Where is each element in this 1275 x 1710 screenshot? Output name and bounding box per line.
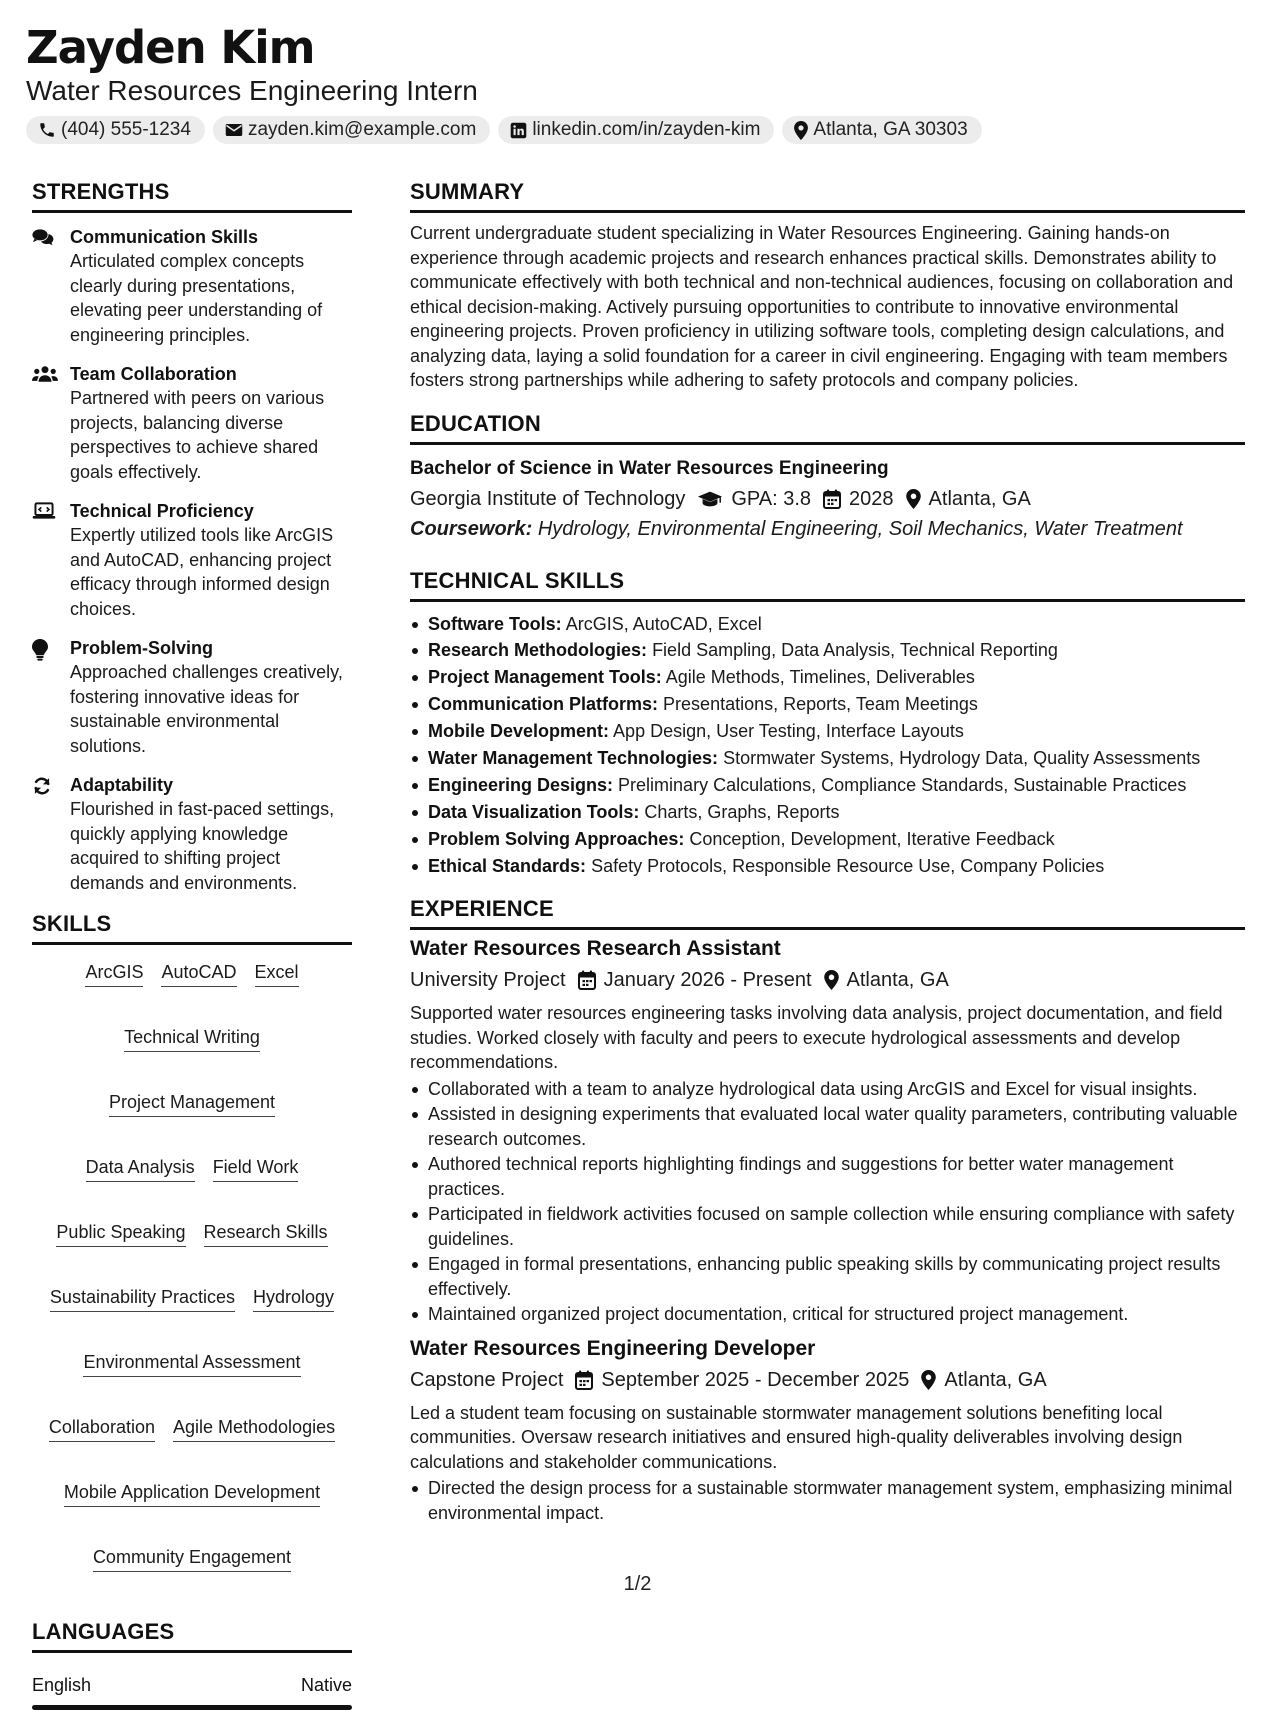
skill-tag: Community Engagement xyxy=(93,1545,291,1572)
skill-label: Problem Solving Approaches: xyxy=(428,828,685,849)
job-dates: September 2025 - December 2025 xyxy=(601,1368,910,1391)
calendar-icon xyxy=(823,489,841,509)
job-bullets xyxy=(410,1476,1245,1525)
contact-location-text: Atlanta, GA 30303 xyxy=(813,119,968,140)
skill-tag: Hydrology xyxy=(253,1285,334,1312)
experience-section xyxy=(410,895,1245,1525)
skill-value: Safety Protocols, Responsible Resource Use, Company Policies xyxy=(591,855,1105,876)
skill-value: Preliminary Calculations, Compliance Standards, Sustainable Practices xyxy=(618,774,1187,795)
list-item xyxy=(410,773,1245,798)
location-pin-icon xyxy=(824,970,839,990)
skill-value: Presentations, Reports, Team Meetings xyxy=(663,694,978,715)
languages-section xyxy=(32,1618,352,1710)
technical-skills-section xyxy=(410,567,1245,879)
skill-value: Stormwater Systems, Hydrology Data, Quality Assessments xyxy=(723,747,1201,768)
job-location: Atlanta, GA xyxy=(944,1368,1047,1391)
skill-tag: Sustainability Practices xyxy=(50,1285,235,1312)
list-item: Maintained organized project documentation, critical for structured project management. xyxy=(410,1302,1245,1327)
job-dates: January 2026 - Present xyxy=(603,969,812,992)
list-item xyxy=(410,854,1245,879)
skill-label: Communication Platforms: xyxy=(428,694,659,715)
skill-tag: Research Skills xyxy=(204,1220,328,1247)
coursework-list: Hydrology, Environmental Engineering, Soil Mechanics, Water Treatment xyxy=(537,517,1183,540)
location-pin-icon xyxy=(906,489,921,509)
strength-desc: Approached challenges creatively, fostering innovative ideas for sustainable environmental solutions. xyxy=(70,662,343,756)
skill-label: Project Management Tools: xyxy=(428,667,662,688)
contact-linkedin-text: linkedin.com/in/zayden-kim xyxy=(532,119,761,140)
languages-title: LANGUAGES xyxy=(32,1618,352,1653)
contact-linkedin[interactable] xyxy=(498,116,774,144)
list-item: Participated in fieldwork activities focused on sample collection while ensuring compliance with safety guidelines. xyxy=(410,1202,1245,1251)
right-column xyxy=(410,178,1245,1526)
language-proficiency-bar xyxy=(32,1705,352,1710)
job-description: Supported water resources engineering tasks involving data analysis, project documentation, and field studies. Worked closely with faculty and peers to execute hydrological assessments and develop recommendations. xyxy=(410,1003,1223,1073)
candidate-name: Zayden Kim xyxy=(26,21,315,74)
strength-item xyxy=(32,636,352,758)
job-meta xyxy=(410,1365,1245,1395)
summary-text: Current undergraduate student specializing in Water Resources Engineering. Gaining hands-on experience through academic projects and research enhances practical skills. Demonstrates ability to communicate effectively with both technical and non-technical audiences, focusing on collaboration and ethical decision-making. Actively pursuing opportunities to contribute to innovative environmental engineering projects. Proven proficiency in utilizing software tools, completing design calculations, and analyzing data, laying a solid foundation for a career in civil engineering. Engaging with team members fosters strong partnerships while adhering to safety protocols and company policies. xyxy=(410,223,1234,390)
comments-icon xyxy=(32,228,54,246)
contact-location xyxy=(782,116,981,144)
contact-email[interactable] xyxy=(213,116,490,144)
list-item: Directed the design process for a sustainable stormwater management system, emphasizing minimal environmental impact. xyxy=(410,1476,1245,1525)
list-item xyxy=(410,612,1245,637)
skill-tag: ArcGIS xyxy=(85,960,143,987)
envelope-icon xyxy=(225,122,243,138)
candidate-role: Water Resources Engineering Intern xyxy=(26,75,478,106)
strength-desc: Expertly utilized tools like ArcGIS and AutoCAD, enhancing project efficacy through informed design choices. xyxy=(70,525,334,619)
strength-item xyxy=(32,499,352,621)
strength-desc: Partnered with peers on various projects, balancing diverse perspectives to achieve shared goals effectively. xyxy=(70,388,325,482)
skills-title: SKILLS xyxy=(32,910,352,945)
school-name: Georgia Institute of Technology xyxy=(410,487,686,510)
skill-tag: Data Analysis xyxy=(86,1155,195,1182)
skill-label: Engineering Designs: xyxy=(428,774,614,795)
list-item xyxy=(410,800,1245,825)
page-number: 1/2 xyxy=(623,1573,652,1595)
strength-desc: Flourished in fast-paced settings, quickly applying knowledge acquired to shifting project demands and environments. xyxy=(70,799,335,893)
coursework-label: Coursework: xyxy=(410,517,533,540)
contact-email-text: zayden.kim@example.com xyxy=(247,119,477,140)
strength-title: Communication Skills xyxy=(70,227,259,247)
list-item xyxy=(410,827,1245,852)
list-item xyxy=(410,746,1245,771)
graduation-year: 2028 xyxy=(849,487,894,510)
skill-value: Conception, Development, Iterative Feedback xyxy=(689,828,1055,849)
strengths-section xyxy=(32,178,352,895)
education-section xyxy=(410,410,1245,543)
job-org: Capstone Project xyxy=(410,1368,564,1391)
skill-tag: Mobile Application Development xyxy=(64,1480,320,1507)
strength-item xyxy=(32,225,352,347)
skill-tag: Technical Writing xyxy=(124,1025,260,1052)
strength-title: Team Collaboration xyxy=(70,364,237,384)
skill-tag: Excel xyxy=(255,960,299,987)
phone-icon xyxy=(38,121,56,139)
skill-tag: Agile Methodologies xyxy=(173,1415,335,1442)
job-title: Water Resources Research Assistant xyxy=(410,937,781,961)
job-bullets xyxy=(410,1077,1245,1327)
technical-skills-title: TECHNICAL SKILLS xyxy=(410,567,1245,602)
contact-phone-text: (404) 555-1234 xyxy=(61,119,191,140)
list-item: Assisted in designing experiments that evaluated local water quality parameters, contributing valuable research outcomes. xyxy=(410,1102,1245,1151)
education-title: EDUCATION xyxy=(410,410,1245,445)
summary-title: SUMMARY xyxy=(410,178,1245,213)
resume-header xyxy=(26,22,1246,144)
list-item: Authored technical reports highlighting findings and suggestions for better water management practices. xyxy=(410,1152,1245,1201)
education-meta xyxy=(410,484,1245,514)
job-entry xyxy=(410,1335,1245,1526)
contact-bar xyxy=(26,116,1246,144)
location-pin-icon xyxy=(921,1370,936,1390)
degree-title: Bachelor of Science in Water Resources Engineering xyxy=(410,457,889,479)
lightbulb-icon xyxy=(32,639,48,661)
left-column xyxy=(32,178,352,1710)
skill-label: Mobile Development: xyxy=(428,721,610,742)
strength-item xyxy=(32,773,352,895)
graduation-cap-icon xyxy=(697,490,723,508)
language-item xyxy=(32,1673,352,1705)
education-location: Atlanta, GA xyxy=(928,487,1031,510)
language-name: English xyxy=(32,1675,92,1695)
strength-title: Adaptability xyxy=(70,775,174,795)
skill-tag: Collaboration xyxy=(49,1415,155,1442)
skill-label: Software Tools: xyxy=(428,613,562,634)
job-location: Atlanta, GA xyxy=(846,969,949,992)
strength-title: Technical Proficiency xyxy=(70,501,254,521)
skill-tag: Project Management xyxy=(109,1090,275,1117)
linkedin-icon xyxy=(510,122,527,139)
strength-title: Problem-Solving xyxy=(70,638,214,658)
list-item xyxy=(410,638,1245,663)
gpa: GPA: 3.8 xyxy=(731,487,812,510)
list-item xyxy=(410,719,1245,744)
laptop-code-icon xyxy=(32,502,56,520)
strength-item xyxy=(32,362,352,484)
list-item xyxy=(410,665,1245,690)
language-level: Native xyxy=(300,1675,352,1695)
strengths-title: STRENGTHS xyxy=(32,178,352,213)
skill-tag: AutoCAD xyxy=(161,960,236,987)
job-meta xyxy=(410,965,1245,995)
skill-label: Data Visualization Tools: xyxy=(428,801,640,822)
experience-title: EXPERIENCE xyxy=(410,895,1245,930)
skill-label: Ethical Standards: xyxy=(428,855,587,876)
list-item: Collaborated with a team to analyze hydrological data using ArcGIS and Excel for visual insights. xyxy=(410,1077,1245,1102)
location-pin-icon xyxy=(794,121,808,140)
skill-value: ArcGIS, AutoCAD, Excel xyxy=(565,613,762,634)
skill-label: Water Management Technologies: xyxy=(428,747,719,768)
skill-value: Charts, Graphs, Reports xyxy=(644,801,840,822)
job-entry xyxy=(410,935,1245,1327)
skill-label: Research Methodologies: xyxy=(428,640,648,661)
skill-tag: Field Work xyxy=(213,1155,299,1182)
job-description: Led a student team focusing on sustainable stormwater management solutions benefiting local communities. Oversaw research initiatives and ensured high-quality deliverables involving design calculations and stakeholder communications. xyxy=(410,1402,1183,1472)
calendar-icon xyxy=(575,1370,593,1390)
users-icon xyxy=(32,365,58,383)
list-item xyxy=(410,692,1245,717)
contact-phone[interactable] xyxy=(26,116,205,144)
skills-section xyxy=(32,910,352,1572)
list-item: Engaged in formal presentations, enhancing public speaking skills by communicating project results effectively. xyxy=(410,1252,1245,1301)
skill-tags xyxy=(32,960,352,1572)
skill-value: Agile Methods, Timelines, Deliverables xyxy=(665,667,975,688)
strength-desc: Articulated complex concepts clearly during presentations, elevating peer understanding of engineering principles. xyxy=(70,251,323,345)
calendar-icon xyxy=(578,970,596,990)
technical-skills-list xyxy=(410,612,1245,879)
job-org: University Project xyxy=(410,969,566,992)
summary-section xyxy=(410,178,1245,393)
skill-tag: Environmental Assessment xyxy=(83,1350,300,1377)
skill-value: App Design, User Testing, Interface Layouts xyxy=(613,721,964,742)
skill-tag: Public Speaking xyxy=(56,1220,185,1247)
sync-icon xyxy=(32,776,52,796)
coursework xyxy=(410,515,1245,543)
job-title: Water Resources Engineering Developer xyxy=(410,1336,816,1360)
skill-value: Field Sampling, Data Analysis, Technical Reporting xyxy=(652,640,1058,661)
